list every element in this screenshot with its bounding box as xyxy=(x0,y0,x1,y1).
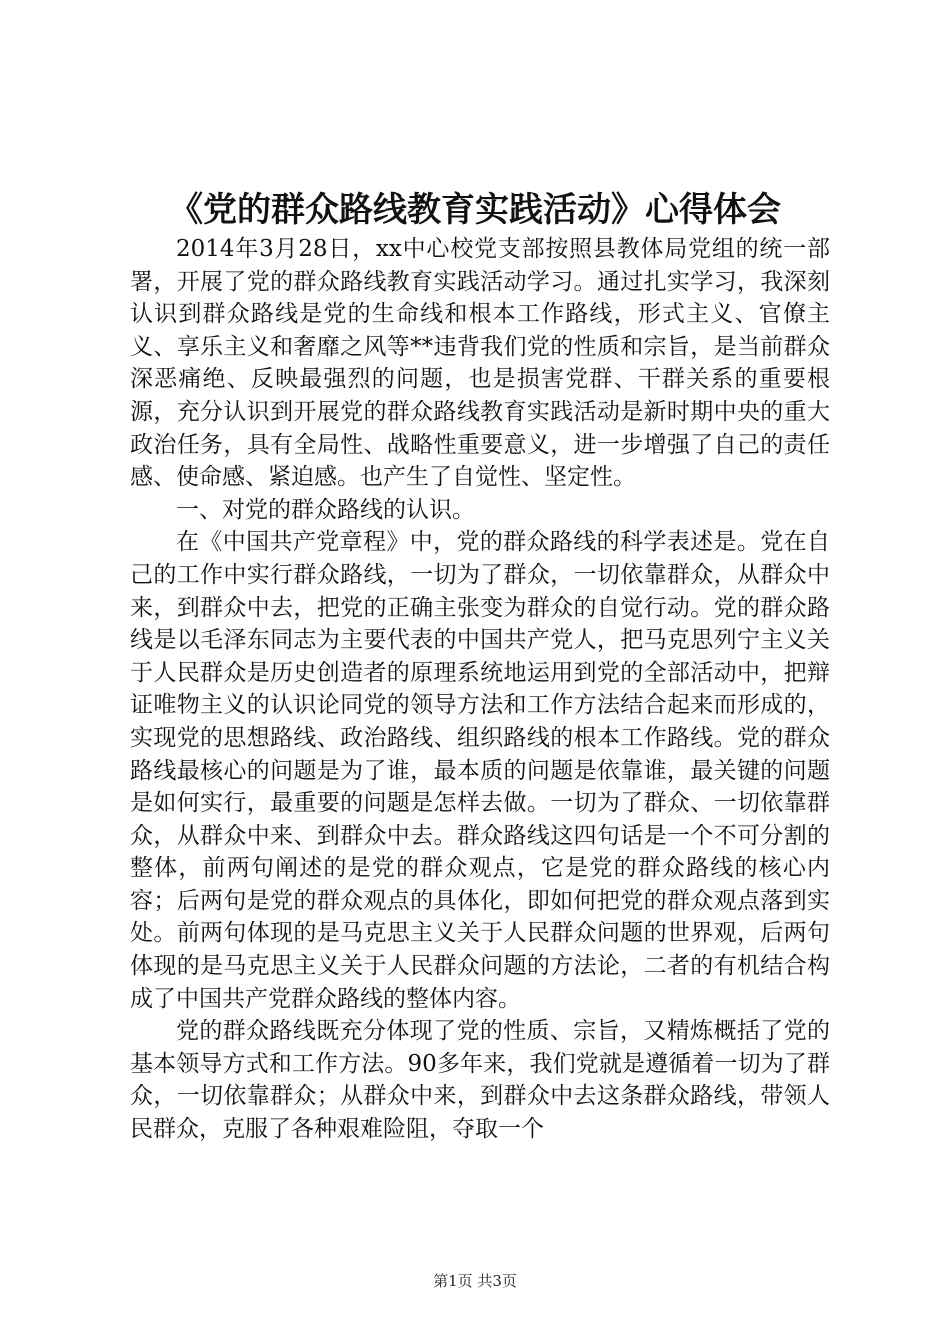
page-footer: 第1页 共3页 xyxy=(433,1272,517,1290)
section-heading-1: 一、对党的群众路线的认识。 xyxy=(176,496,475,523)
paragraph-party-constitution: 在《中国共产党章程》中，党的群众路线的科学表述是。党在自己的工作中实行群众路线，一切为了群众，一切依靠群众，从群众中来，到群众中去，把党的正确主张变为群众的自觉行动。党的群众路线是以毛泽东同志为主要代表的中国共产党人，把马克思列宁主义关于人民群众是历史创造者的原理系统地运用到党的全部活动中，把辩证唯物主义的认识论同党的领导方法和工作方法结合起来而形成的，实现党的思想路线、政治路线、组织路线的根本工作路线。党的群众路线最核心的问题是为了谁，最本质的问题是依靠谁，最关键的问题是如何实行，最重要的问题是怎样去做。一切为了群众、一切依靠群众，从群众中来、到群众中去。群众路线这四句话是一个不可分割的整体，前两句阐述的是党的群众观点，它是党的群众路线的核心内容；后两句是党的群众观点的具体化，即如何把党的群众观点落到实处。前两句体现的是马克思主义关于人民群众问题的世界观，后两句体现的是马克思主义关于人民群众问题的方法论，二者的有机结合构成了中国共产党群众路线的整体内容。 xyxy=(130,529,830,1012)
paragraph-intro: 2014年3月28日，xx中心校党支部按照县教体局党组的统一部署，开展了党的群众路线教育实践活动学习。通过扎实学习，我深刻认识到群众路线是党的生命线和根本工作路线，形式主义、官僚主义、享乐主义和奢靡之风等**违背我们党的性质和宗旨，是当前群众深恶痛绝、反映最强烈的问题，也是损害党群、干群关系的重要根源，充分认识到开展党的群众路线教育实践活动是新时期中央的重大政治任务，具有全局性、战略性重要意义，进一步增强了自己的责任感、使命感、紧迫感。也产生了自觉性、坚定性。 xyxy=(130,236,830,491)
document-body xyxy=(130,233,830,1146)
paragraph-mass-line-history: 党的群众路线既充分体现了党的性质、宗旨，又精炼概括了党的基本领导方式和工作方法。90多年来，我们党就是遵循着一切为了群众，一切依靠群众；从群众中来，到群众中去这条群众路线，带领人民群众，克服了各种艰难险阻，夺取一个 xyxy=(130,1018,830,1143)
document-title: 《党的群众路线教育实践活动》心得体会 xyxy=(169,190,781,230)
